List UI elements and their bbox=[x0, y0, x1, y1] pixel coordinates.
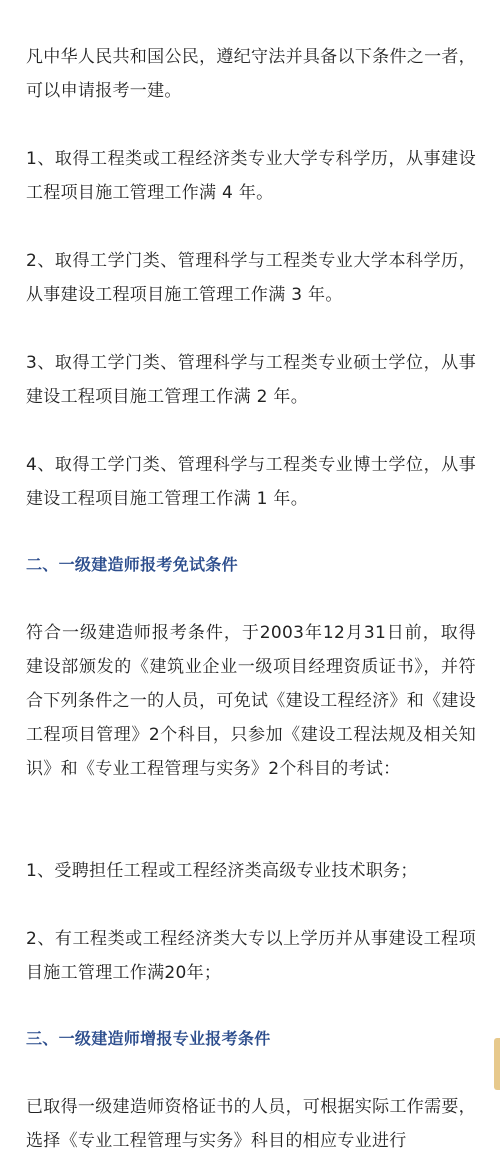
side-tab-handle[interactable] bbox=[494, 1038, 500, 1090]
intro-paragraph: 凡中华人民共和国公民，遵纪守法并具备以下条件之一者，可以申请报考一建。 bbox=[26, 47, 476, 101]
condition-item-1: 1、取得工程类或工程经济类专业大学专科学历，从事建设工程项目施工管理工作满 4 年。 bbox=[26, 149, 476, 203]
section-heading-add-major: 三、一级建造师增报专业报考条件 bbox=[26, 1029, 271, 1048]
add-major-paragraph: 已取得一级建造师资格证书的人员，可根据实际工作需要，选择《专业工程管理与实务》科目的相应专业进行 bbox=[26, 1097, 476, 1151]
exemption-item-2: 2、有工程类或工程经济类大专以上学历并从事建设工程项目施工管理工作满20年； bbox=[26, 929, 476, 983]
condition-item-3: 3、取得工学门类、管理科学与工程类专业硕士学位，从事建设工程项目施工管理工作满 2 年。 bbox=[26, 353, 476, 407]
condition-item-4: 4、取得工学门类、管理科学与工程类专业博士学位，从事建设工程项目施工管理工作满 1 年。 bbox=[26, 455, 476, 509]
exemption-item-1: 1、受聘担任工程或工程经济类高级专业技术职务； bbox=[26, 861, 418, 881]
section-heading-exemption: 二、一级建造师报考免试条件 bbox=[26, 555, 238, 574]
condition-item-2: 2、取得工学门类、管理科学与工程类专业大学本科学历，从事建设工程项目施工管理工作满 3 年。 bbox=[26, 251, 476, 305]
exemption-paragraph: 符合一级建造师报考条件，于2003年12月31日前，取得建设部颁发的《建筑业企业一级项目经理资质证书》，并符合下列条件之一的人员，可免试《建设工程经济》和《建设工程项目管理》2个科目，只参加《建设工程法规及相关知识》和《专业工程管理与实务》2个科目的考试： bbox=[26, 623, 476, 779]
